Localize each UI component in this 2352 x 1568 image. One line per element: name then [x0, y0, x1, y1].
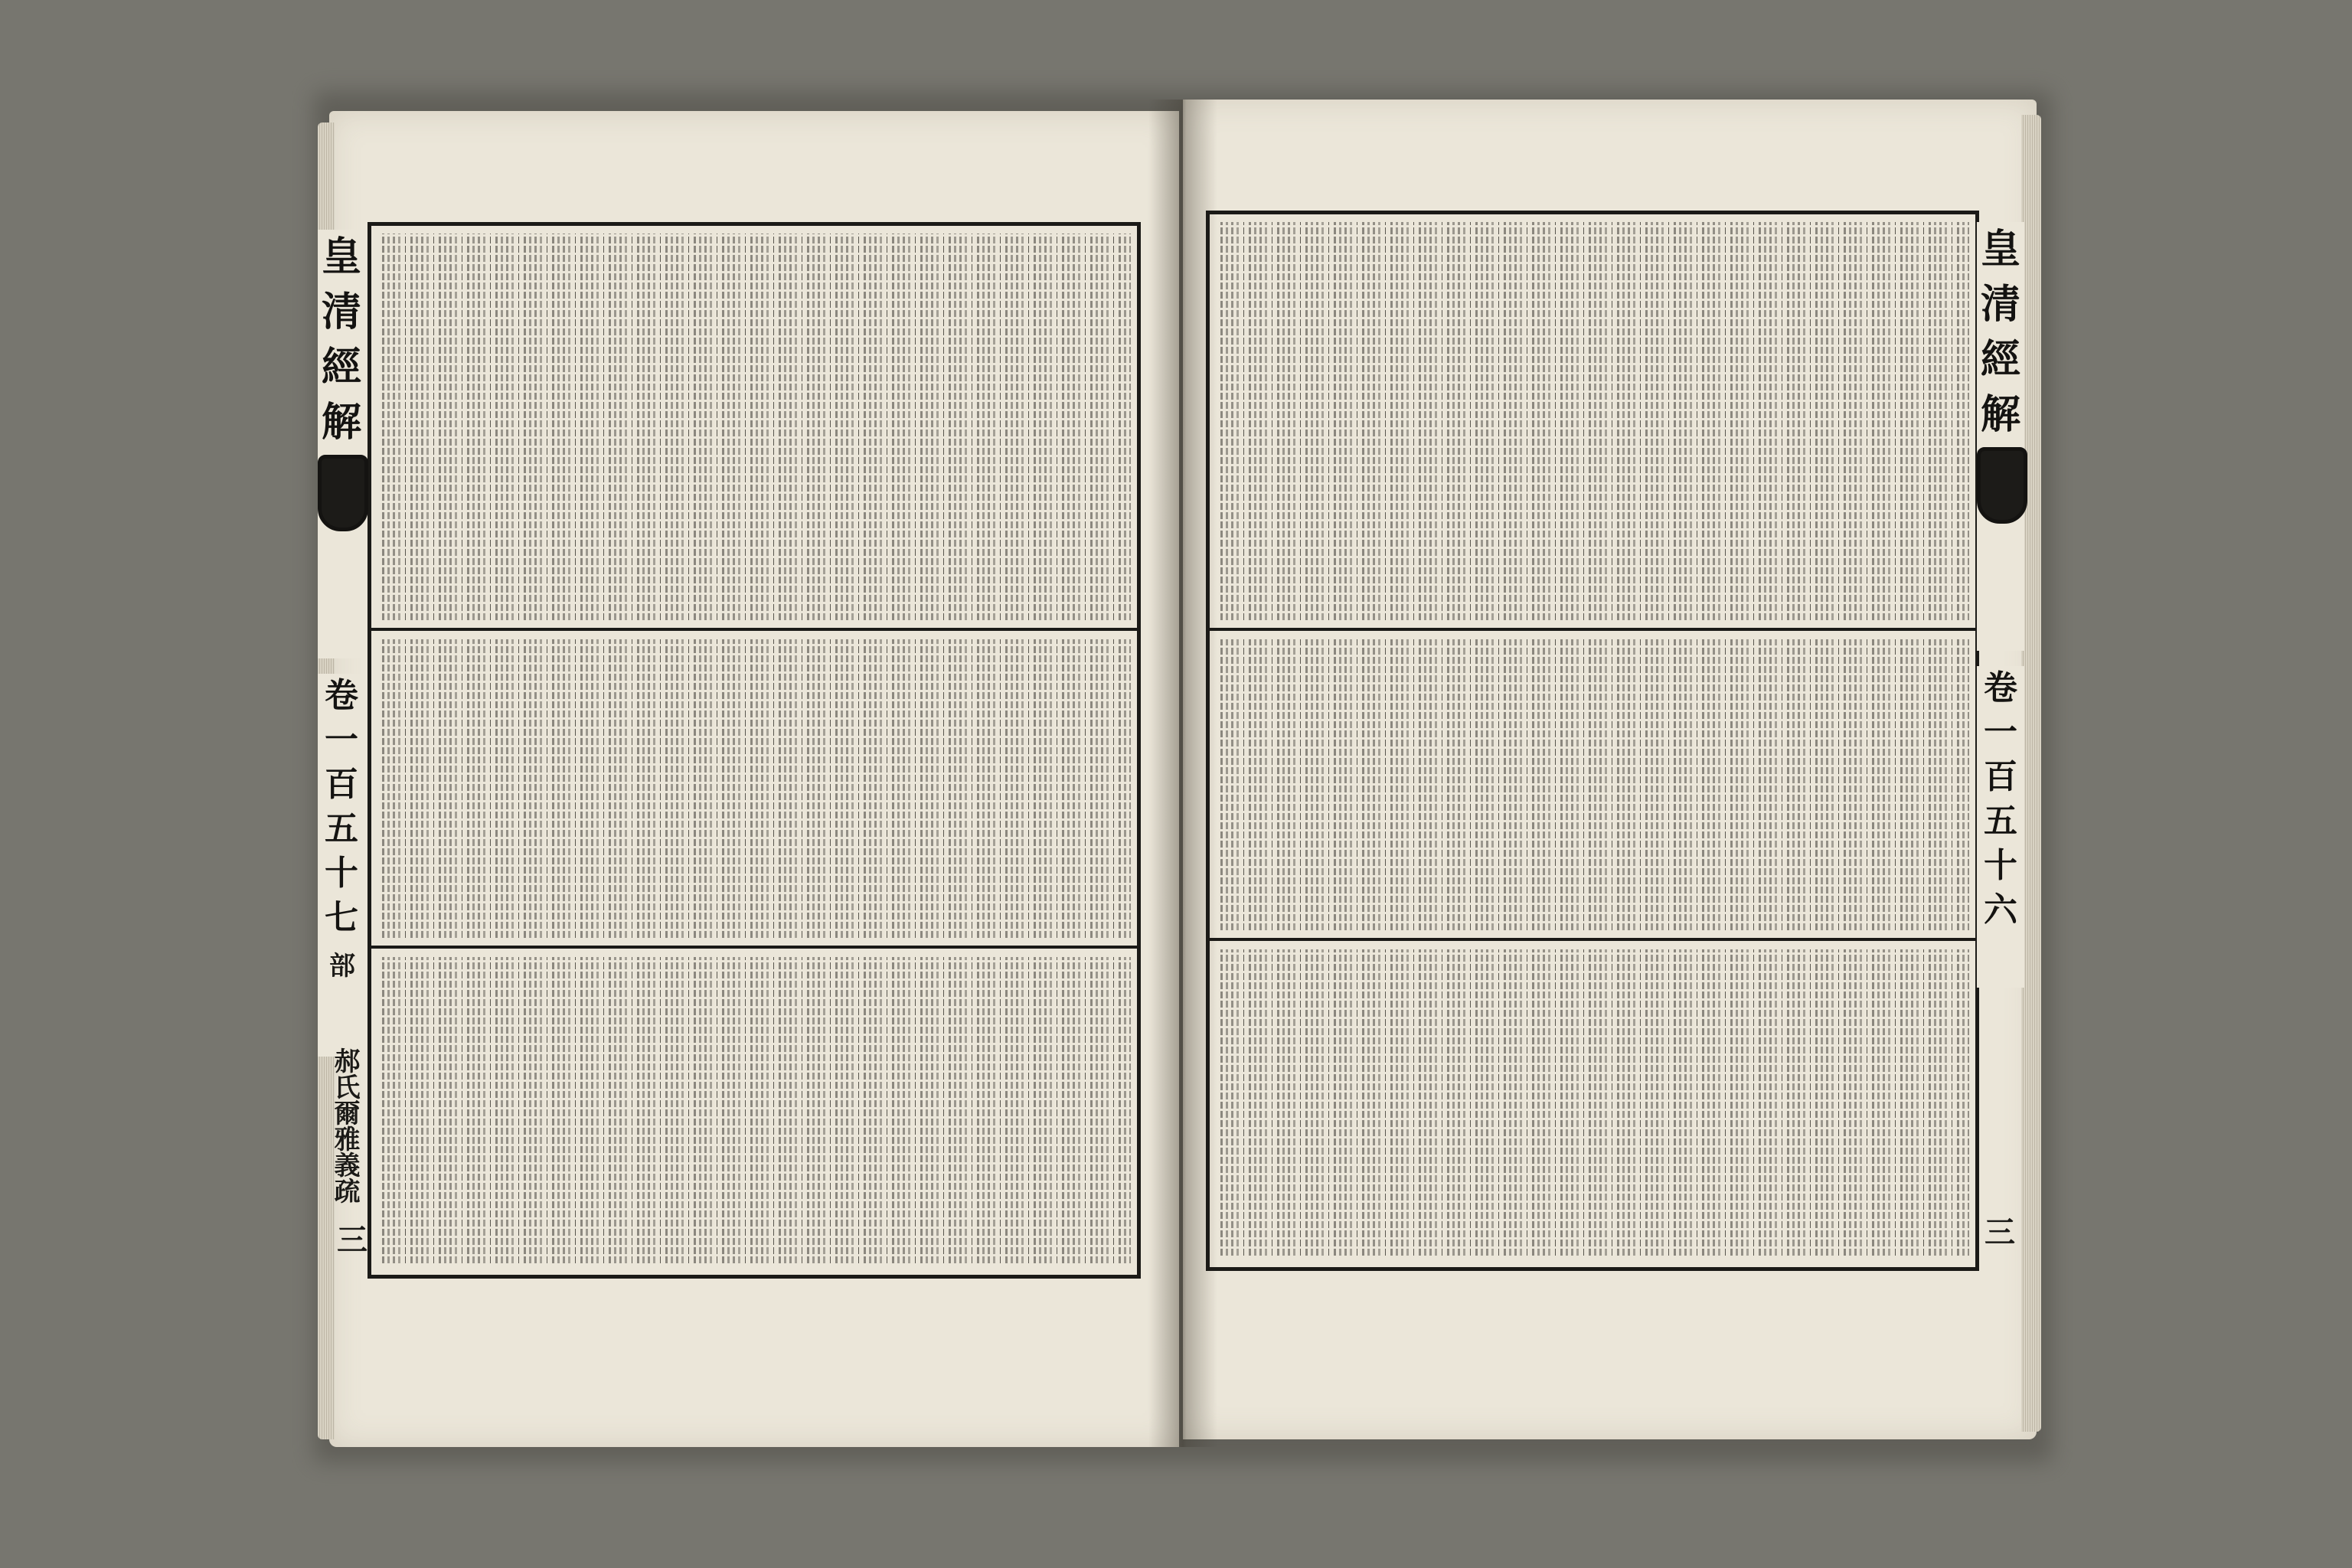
section-label: 郝氏爾雅義疏: [329, 1047, 360, 1204]
volume-char: 一: [325, 720, 358, 760]
text-columns: [377, 957, 1131, 1263]
volume-char: 十: [325, 854, 358, 893]
right-title-strip: [1977, 222, 2024, 651]
volume-char: 五: [325, 809, 358, 848]
right-register-middle: [1210, 632, 1975, 938]
title-char: 清: [321, 289, 361, 335]
text-columns: [1216, 949, 1969, 1256]
title-char: 經: [321, 344, 361, 390]
left-register-middle: [371, 632, 1137, 946]
left-text-frame: [368, 222, 1141, 1279]
title-char: 經: [1980, 336, 2020, 383]
left-register-bottom: [371, 949, 1137, 1271]
register-divider: [1210, 628, 1975, 631]
register-divider: [1210, 938, 1975, 941]
title-char: 清: [1980, 281, 2020, 328]
right-text-frame: [1206, 211, 1979, 1271]
text-columns: [377, 234, 1131, 620]
volume-char: 六: [1984, 890, 2017, 929]
title-char: 解: [321, 399, 361, 446]
volume-char: 一: [1984, 713, 2017, 752]
register-divider: [371, 946, 1137, 949]
fishtail-mark: [318, 455, 368, 531]
title-char: 皇: [321, 234, 361, 280]
volume-char: 卷: [325, 676, 358, 715]
register-divider: [371, 628, 1137, 631]
fishtail-mark: [1977, 447, 2027, 524]
right-register-bottom: [1210, 942, 1975, 1263]
right-volume-strip: [1977, 666, 2024, 988]
title-char: 皇: [1980, 226, 2020, 273]
text-columns: [377, 639, 1131, 938]
text-columns: [1216, 639, 1969, 930]
left-title-strip: [318, 230, 365, 658]
volume-char: 七: [325, 898, 358, 937]
text-columns: [1216, 222, 1969, 620]
volume-char: 卷: [1984, 668, 2017, 707]
right-folio: 三: [1984, 1214, 2015, 1250]
volume-char: 十: [1984, 846, 2017, 885]
volume-char: 百: [325, 765, 358, 804]
title-char: 解: [1980, 391, 2020, 438]
volume-char: 百: [1984, 757, 2017, 796]
left-register-top: [371, 226, 1137, 628]
volume-char: 五: [1984, 802, 2017, 841]
right-register-top: [1210, 214, 1975, 628]
section-sub-label: 部: [329, 951, 355, 982]
left-folio: 三: [337, 1222, 368, 1258]
